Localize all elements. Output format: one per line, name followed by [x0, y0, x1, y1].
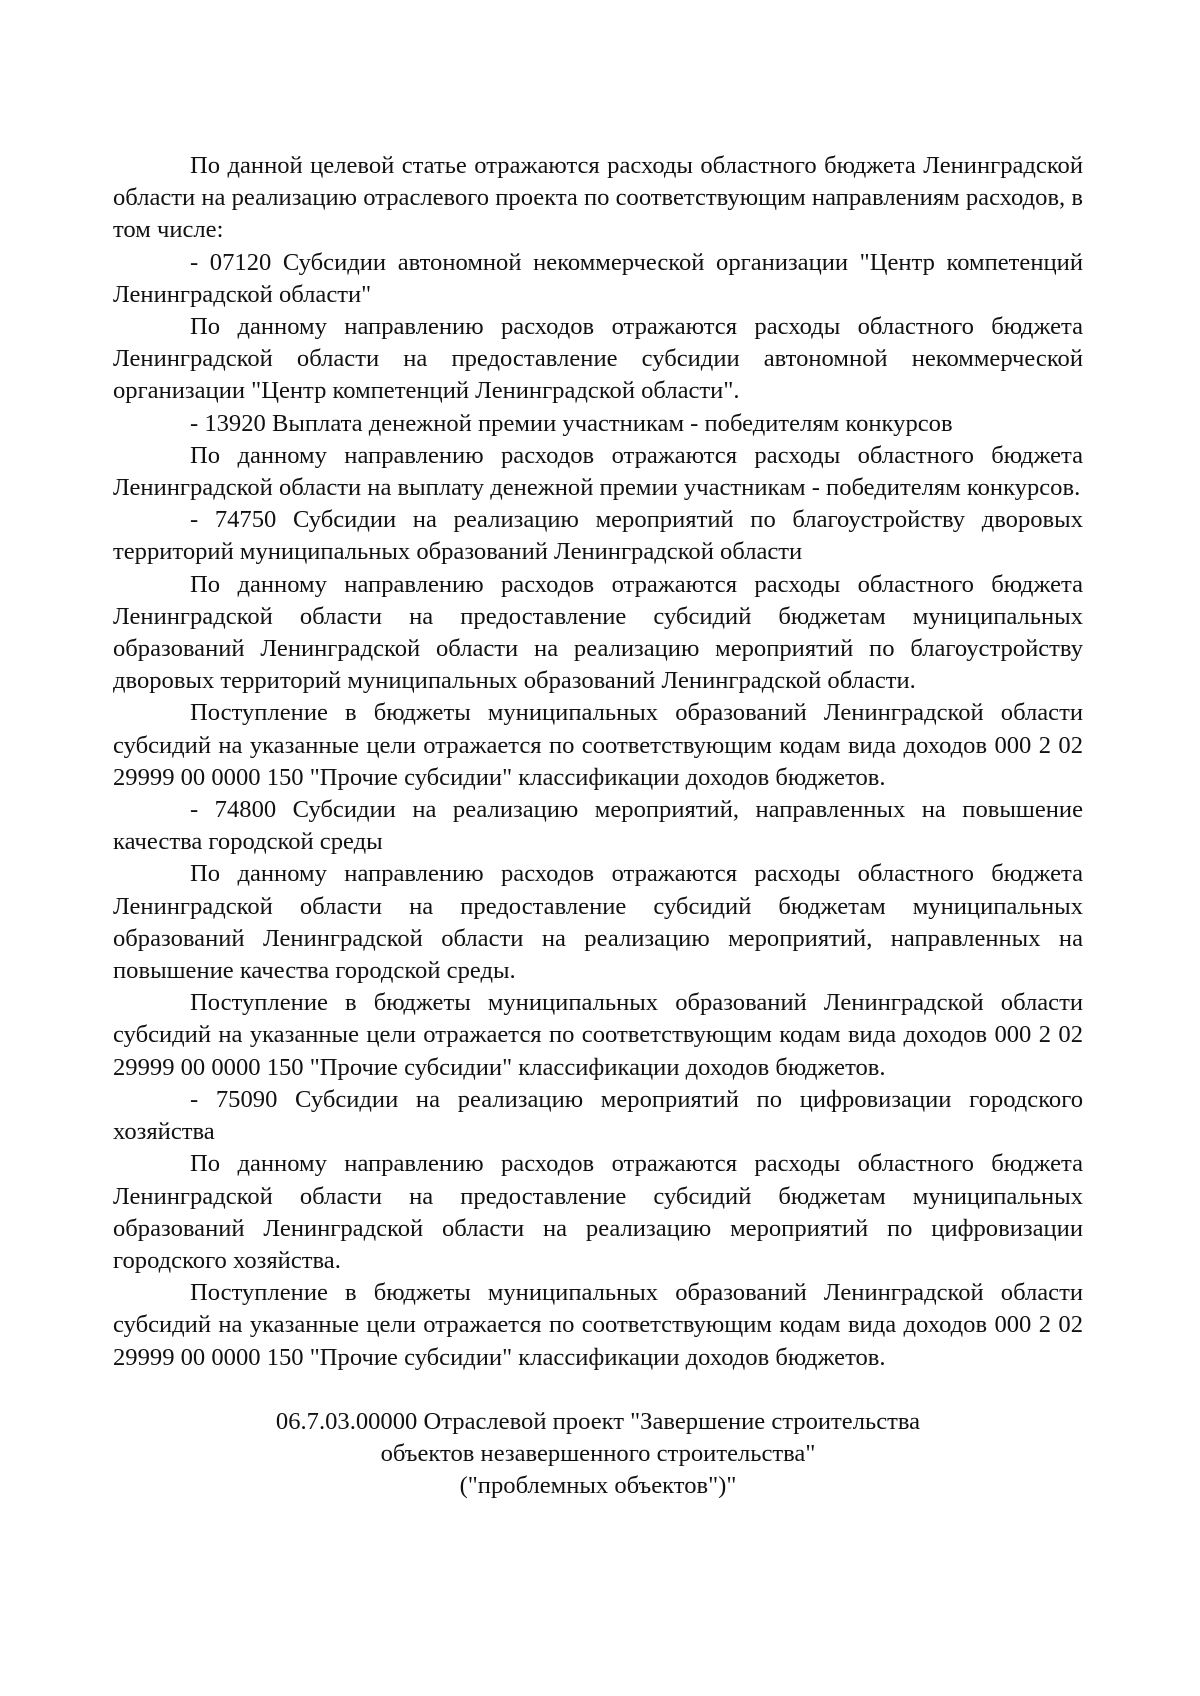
paragraph-13920-item: - 13920 Выплата денежной премии участникам - победителям конкурсов: [190, 409, 953, 437]
section-heading-line-2: объектов незавершенного строительства": [380, 1439, 816, 1467]
paragraph-74800-revenue: Поступление в бюджеты муниципальных образований Ленинградской области субсидий на указанные цели отражается по соответствующим кодам вида доходов 000 2 02 29999 00 0000 150 "Прочие субсидии" классификации доходов бюджетов.: [113, 989, 1083, 1081]
section-heading-line-3: ("проблемных объектов")": [459, 1472, 737, 1500]
section-heading-line-1: 06.7.03.00000 Отраслевой проект "Завершение строительства: [275, 1407, 921, 1435]
paragraph-75090-description: По данному направлению расходов отражаются расходы областного бюджета Ленинградской области на предоставление субсидий бюджетам муниципальных образований Ленинградской области на реализацию мероприятий по цифровизации городского хозяйства.: [113, 1150, 1083, 1274]
document-page: [113, 150, 1083, 1502]
paragraph-13920-description: По данному направлению расходов отражаются расходы областного бюджета Ленинградской области на выплату денежной премии участникам - победителям конкурсов.: [113, 441, 1083, 502]
paragraph-75090-revenue: Поступление в бюджеты муниципальных образований Ленинградской области субсидий на указанные цели отражается по соответствующим кодам вида доходов 000 2 02 29999 00 0000 150 "Прочие субсидии" классификации доходов бюджетов.: [113, 1279, 1083, 1371]
paragraph-74750-item: - 74750 Субсидии на реализацию мероприятий по благоустройству дворовых территорий муниципальных образований Ленинградской области: [113, 506, 1083, 566]
paragraph-07120-item: - 07120 Субсидии автономной некоммерческой организации "Центр компетенций Ленинградской области": [113, 248, 1083, 308]
paragraph-intro: По данной целевой статье отражаются расходы областного бюджета Ленинградской области на реализацию отраслевого проекта по соответствующим направлениям расходов, в том числе:: [113, 152, 1083, 244]
paragraph-74750-description: По данному направлению расходов отражаются расходы областного бюджета Ленинградской области на предоставление субсидий бюджетам муниципальных образований Ленинградской области на реализацию мероприятий по благоустройству дворовых территорий муниципальных образований Ленинградской области.: [113, 570, 1083, 695]
paragraph-74750-revenue: Поступление в бюджеты муниципальных образований Ленинградской области субсидий на указанные цели отражается по соответствующим кодам вида доходов 000 2 02 29999 00 0000 150 "Прочие субсидии" классификации доходов бюджетов.: [113, 699, 1083, 791]
paragraph-07120-description: По данному направлению расходов отражаются расходы областного бюджета Ленинградской области на предоставление субсидии автономной некоммерческой организации "Центр компетенций Ленинградской области".: [113, 313, 1083, 405]
paragraph-74800-item: - 74800 Субсидии на реализацию мероприятий, направленных на повышение качества городской среды: [113, 796, 1083, 856]
paragraph-75090-item: - 75090 Субсидии на реализацию мероприятий по цифровизации городского хозяйства: [113, 1085, 1083, 1146]
section-heading: [113, 1406, 1083, 1503]
paragraph-74800-description: По данному направлению расходов отражаются расходы областного бюджета Ленинградской области на предоставление субсидий бюджетам муниципальных образований Ленинградской области на реализацию мероприятий, направленных на повышение качества городской среды.: [113, 860, 1083, 985]
